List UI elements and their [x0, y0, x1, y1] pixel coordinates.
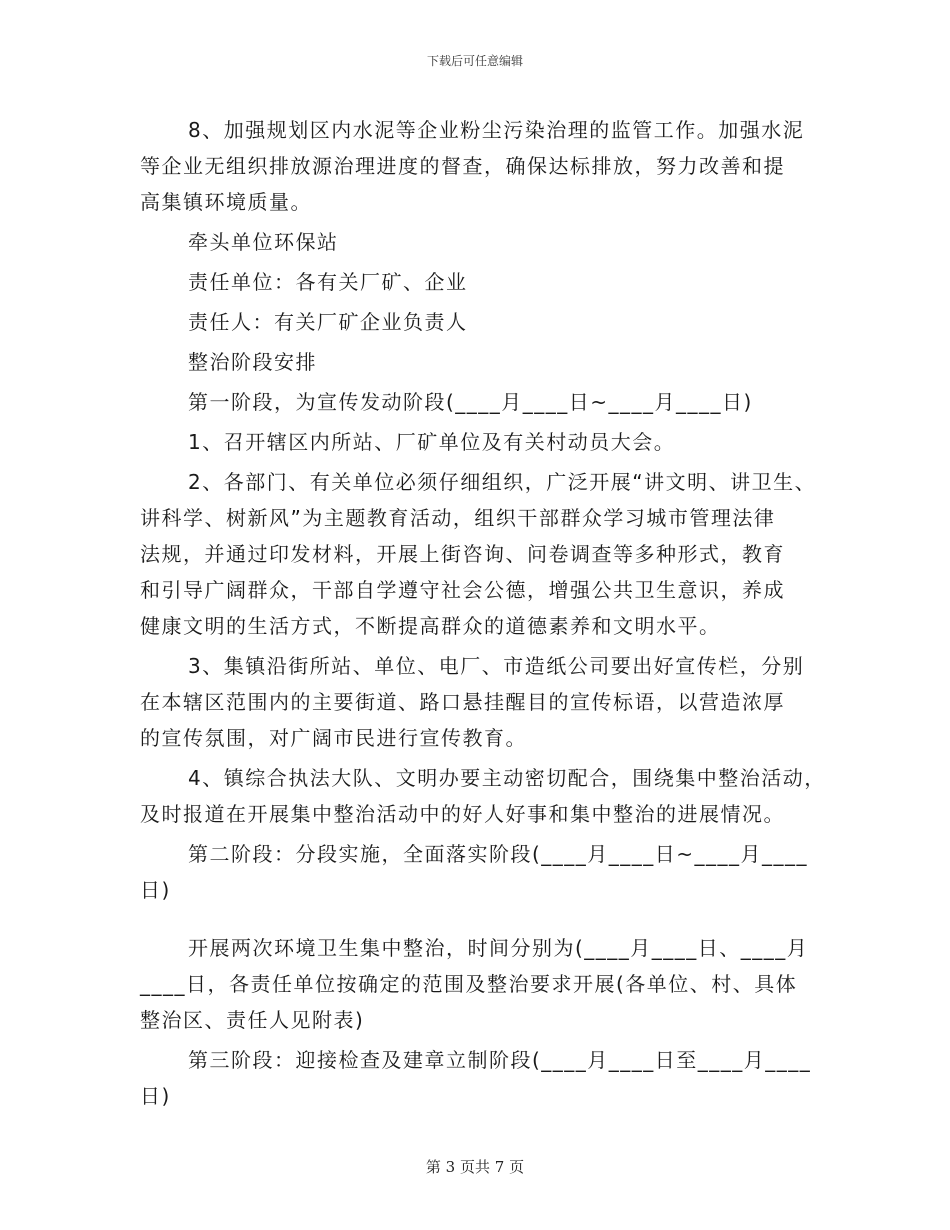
body-line: 3、集镇沿街所站、单位、电厂、市造纸公司要出好宣传栏，分别 [188, 654, 805, 678]
body-line: 讲科学、树新风”为主题教育活动，组织干部群众学习城市管理法律 [140, 506, 776, 530]
body-line: ____日，各责任单位按确定的范围及整治要求开展(各单位、村、具体 [140, 972, 798, 996]
body-line: 整治阶段安排 [188, 350, 317, 374]
body-line: 8、加强规划区内水泥等企业粉尘污染治理的监管工作。加强水泥 [188, 118, 805, 142]
document-body [140, 112, 826, 1114]
body-line: 开展两次环境卫生集中整治，时间分别为(____月____日、____月 [188, 936, 809, 960]
body-line: 责任人：有关厂矿企业负责人 [188, 310, 468, 334]
body-line: 及时报道在开展集中整治活动中的好人好事和集中整治的进展情况。 [140, 802, 785, 826]
body-line: 和引导广阔群众，干部自学遵守社会公德，增强公共卫生意识，养成 [140, 578, 785, 602]
body-line: 整治区、责任人见附表) [140, 1008, 365, 1032]
body-line: 1、召开辖区内所站、厂矿单位及有关村动员大会。 [188, 430, 676, 454]
body-line: 4、镇综合执法大队、文明办要主动密切配合，围绕集中整治活动， [188, 766, 826, 790]
body-line: 高集镇环境质量。 [140, 190, 312, 214]
body-line: 等企业无组织排放源治理进度的督查，确保达标排放，努力改善和提 [140, 154, 785, 178]
body-line: 在本辖区范围内的主要街道、路口悬挂醒目的宣传标语，以营造浓厚 [140, 690, 785, 714]
body-line: 健康文明的生活方式，不断提高群众的道德素养和文明水平。 [140, 614, 721, 638]
body-line: 第三阶段：迎接检查及建章立制阶段(____月____日至____月____ [188, 1048, 812, 1072]
body-line: 责任单位：各有关厂矿、企业 [188, 270, 468, 294]
body-line: 日) [140, 878, 171, 902]
body-line: 2、各部门、有关单位必须仔细组织，广泛开展“讲文明、讲卫生、 [188, 470, 817, 494]
body-line: 第二阶段：分段实施，全面落实阶段(____月____日~____月____ [188, 842, 809, 866]
body-line: 牵头单位环保站 [188, 230, 339, 254]
page-header: 下载后可任意编辑 [426, 54, 523, 68]
body-line: 日) [140, 1084, 171, 1108]
body-line: 第一阶段，为宣传发动阶段(____月____日~____月____日) [188, 390, 753, 414]
body-line: 法规，并通过印发材料，开展上街咨询、问卷调查等多种形式，教育 [140, 542, 785, 566]
page-footer: 第 3 页共 7 页 [425, 1158, 525, 1176]
body-line: 的宣传氛围，对广阔市民进行宣传教育。 [140, 726, 527, 750]
